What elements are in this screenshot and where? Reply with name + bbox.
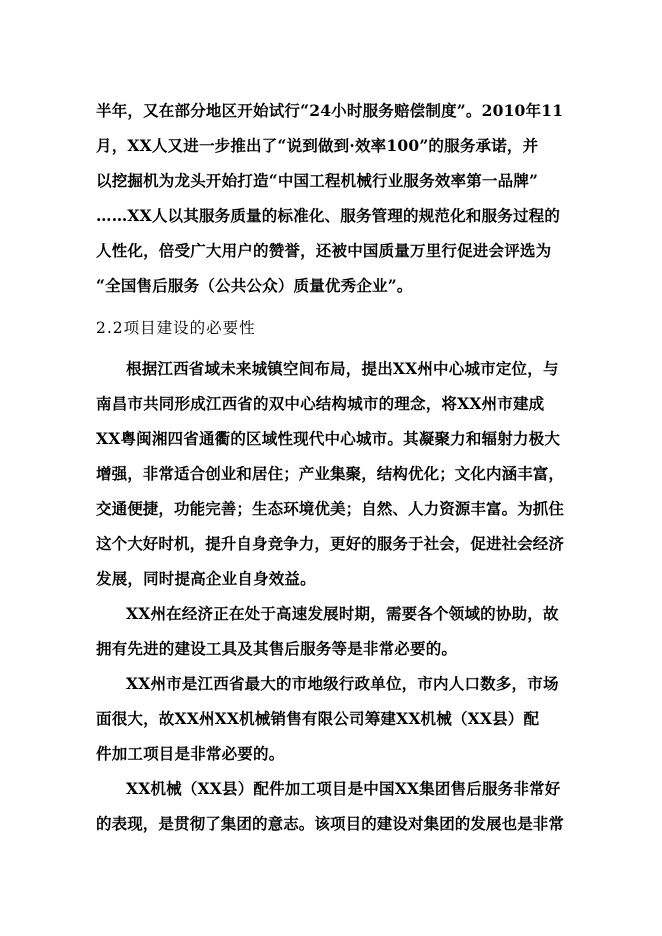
- text-line: “全国售后服务（公共公众）质量优秀企业”。: [96, 276, 413, 295]
- text-line: 以挖掘机为龙头开始打造“中国工程机械行业服务效率第一品牌”: [96, 171, 539, 190]
- text-line: 南昌市共同形成江西省的双中心结构城市的理念，将XX州市建成: [96, 394, 545, 413]
- text-line: 件加工项目是非常必要的。: [96, 744, 285, 763]
- text-line: 月，XX人又进一步推出了“说到做到·效率100”的服务承诺，并: [96, 136, 539, 155]
- text-line: 发展，同时提高企业自身效益。: [96, 569, 316, 588]
- text-line: 人性化，倍受广大用户的赞誉，还被中国质量万里行促进会评选为: [96, 241, 552, 260]
- text-line: XX机械（XX县）配件加工项目是中国XX集团售后服务非常好: [126, 779, 561, 798]
- text-line: XX州市是江西省最大的市地级行政单位，市内人口数多，市场: [126, 674, 559, 693]
- text-line: XX州在经济正在处于高速发展时期，需要各个领域的协助，故: [126, 604, 559, 623]
- text-line: 拥有先进的建设工具及其售后服务等是非常必要的。: [96, 639, 458, 658]
- text-line: 交通便捷，功能完善；生态环境优美；自然、人力资源丰富。为抓住: [96, 499, 565, 518]
- text-line: 半年，又在部分地区开始试行“24小时服务赔偿制度”。2010年11: [96, 101, 564, 120]
- text-line: 根据江西省域未来城镇空间布局，提出XX州中心城市定位，与: [126, 359, 559, 378]
- text-line: 的表现，是贯彻了集团的意志。该项目的建设对集团的发展也是非常: [96, 814, 565, 833]
- text-line: 面很大，故XX州XX机械销售有限公司筹建XX机械（XX县）配: [96, 709, 540, 728]
- text-line: XX粤闽湘四省通衢的区域性现代中心城市。其凝聚力和辐射力极大: [96, 429, 561, 448]
- section-heading: 2.2项目建设的必要性: [96, 319, 256, 337]
- text-line: 这个大好时机，提升自身竞争力，更好的服务于社会，促进社会经济: [96, 534, 565, 553]
- text-line: 增强，非常适合创业和居住；产业集聚，结构优化；文化内涵丰富，: [96, 464, 565, 483]
- text-line: ……XX人以其服务质量的标准化、服务管理的规范化和服务过程的: [96, 206, 561, 225]
